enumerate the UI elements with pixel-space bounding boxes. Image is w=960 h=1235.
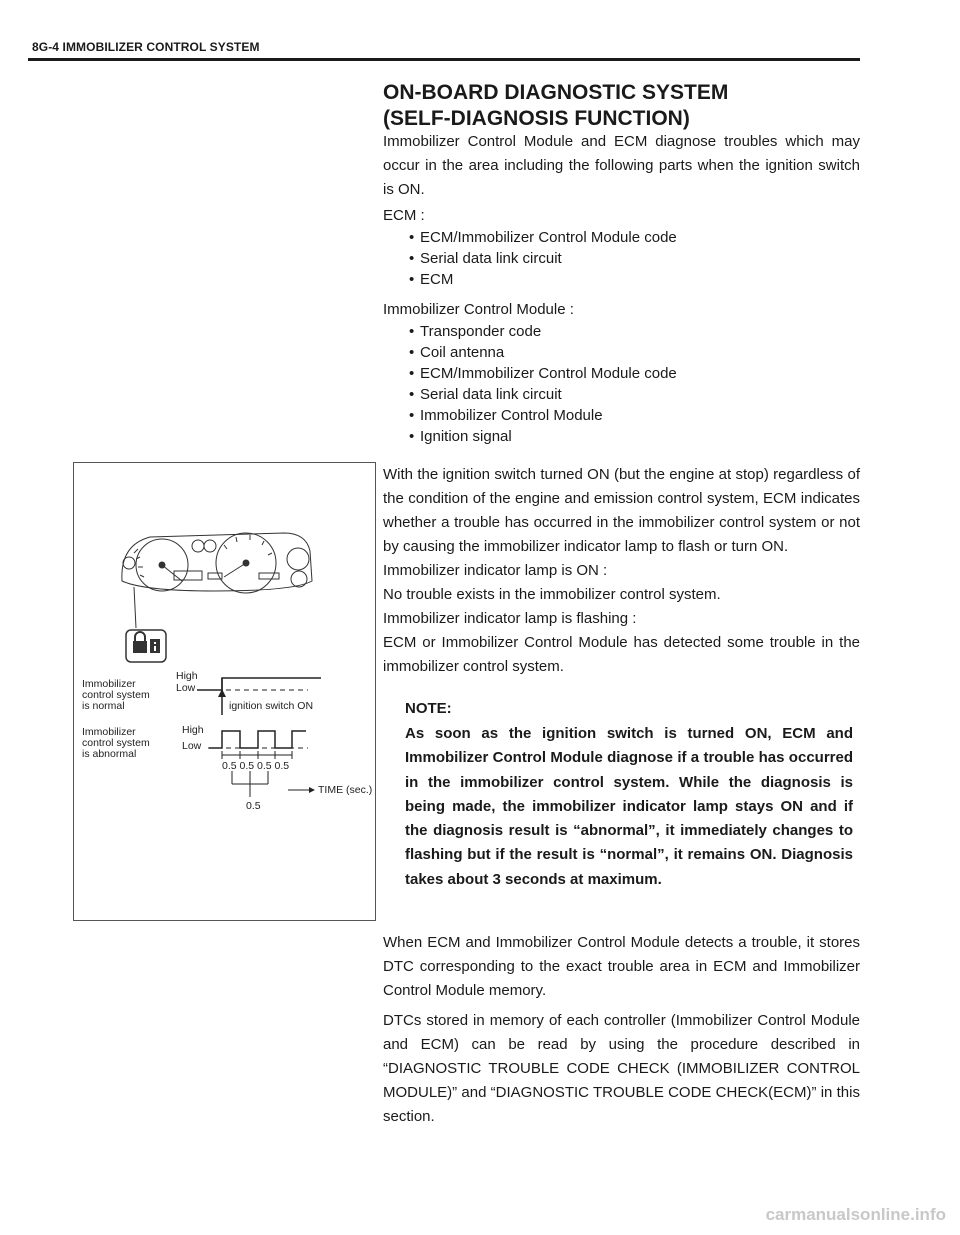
list-item: • ECM/Immobilizer Control Module code: [409, 227, 860, 248]
normal-high-label: High: [176, 670, 198, 682]
abnormal-signal-waveform: [209, 731, 306, 748]
intro-paragraph: Immobilizer Control Module and ECM diagnose troubles which may occur in the area including the following parts when the ignition switch is ON.: [383, 133, 860, 198]
list-item: • Serial data link circuit: [409, 384, 860, 405]
pulse-times-label: 0.5 0.5 0.5 0.5: [222, 760, 290, 772]
instrument-cluster-illustration: [122, 533, 312, 593]
immobilizer-lamp-icon: [126, 630, 166, 662]
normal-state-label: Immobilizer control system is normal: [82, 678, 150, 712]
time-interval-markers: [222, 751, 309, 797]
lamp-on-label: Immobilizer indicator lamp is ON :: [383, 562, 608, 579]
list-item: • Immobilizer Control Module: [409, 405, 860, 426]
normal-low-label: Low: [176, 682, 196, 694]
section-heading: [383, 80, 860, 132]
list-item: • Serial data link circuit: [409, 248, 860, 269]
list-item: • Ignition signal: [409, 426, 860, 447]
note-box: [405, 697, 853, 892]
lamp-flashing-description: ECM or Immobilizer Control Module has detected some trouble in the immobilizer control system.: [383, 634, 860, 675]
footer-watermark: carmanualsonline.info: [765, 1205, 946, 1224]
note-text: As soon as the ignition switch is turned ON, ECM and Immobilizer Control Module diagnose if a trouble has occurred in the immobilizer control system. While the diagnosis is being made, the immobilizer indicator lamp stays ON and if the diagnosis result is “abnormal”, it immediately changes to flashing but if the result is “normal”, it remains ON. Diagnosis takes about 3 seconds at maximum.: [405, 725, 853, 888]
ecm-list: [383, 227, 860, 290]
dtc-paragraph: DTCs stored in memory of each controller (Immobilizer Control Module and ECM) can be read by using the procedure described in “DIAGNOSTIC TROUBLE CODE CHECK (IMMOBILIZER CONTROL MODULE)” and “DIAGNOSTIC TROUBLE CODE CHECK(ECM)” in this section.: [383, 1012, 860, 1125]
list-item: • Transponder code: [409, 321, 860, 342]
abnormal-high-label: High: [182, 724, 204, 736]
figure-panel: [73, 462, 376, 921]
list-item: • Coil antenna: [409, 342, 860, 363]
heading-line-1: ON-BOARD DIAGNOSTIC SYSTEM: [383, 81, 729, 104]
header-rule: [28, 58, 860, 61]
normal-signal-waveform: [197, 678, 321, 690]
ecm-label: ECM :: [383, 207, 425, 224]
heading-line-2: (SELF-DIAGNOSIS FUNCTION): [383, 107, 690, 130]
list-item: • ECM/Immobilizer Control Module code: [409, 363, 860, 384]
lamp-paragraph: With the ignition switch turned ON (but the engine at stop) regardless of the condition of the engine and emission control system, ECM indicates whether a trouble has occurred in the immobilizer control system or not by causing the immobilizer indicator lamp to flash or turn ON.: [383, 466, 860, 555]
ignition-label: ignition switch ON: [229, 700, 314, 712]
time-axis-label: TIME (sec.): [318, 784, 373, 796]
lamp-on-description: No trouble exists in the immobilizer control system.: [383, 586, 721, 603]
list-item: • ECM: [409, 269, 860, 290]
lamp-flashing-label: Immobilizer indicator lamp is flashing :: [383, 610, 637, 627]
icm-list: [383, 321, 860, 447]
abnormal-state-label: Immobilizer control system is abnormal: [82, 726, 150, 760]
abnormal-low-label: Low: [182, 740, 202, 752]
note-title: NOTE:: [405, 700, 452, 717]
store-paragraph: When ECM and Immobilizer Control Module detects a trouble, it stores DTC corresponding to the exact trouble area in ECM and Immobilizer Control Module memory.: [383, 934, 860, 999]
period-label: 0.5: [246, 800, 261, 812]
icm-label: Immobilizer Control Module :: [383, 301, 574, 318]
page-header: 8G-4 IMMOBILIZER CONTROL SYSTEM: [32, 40, 260, 54]
